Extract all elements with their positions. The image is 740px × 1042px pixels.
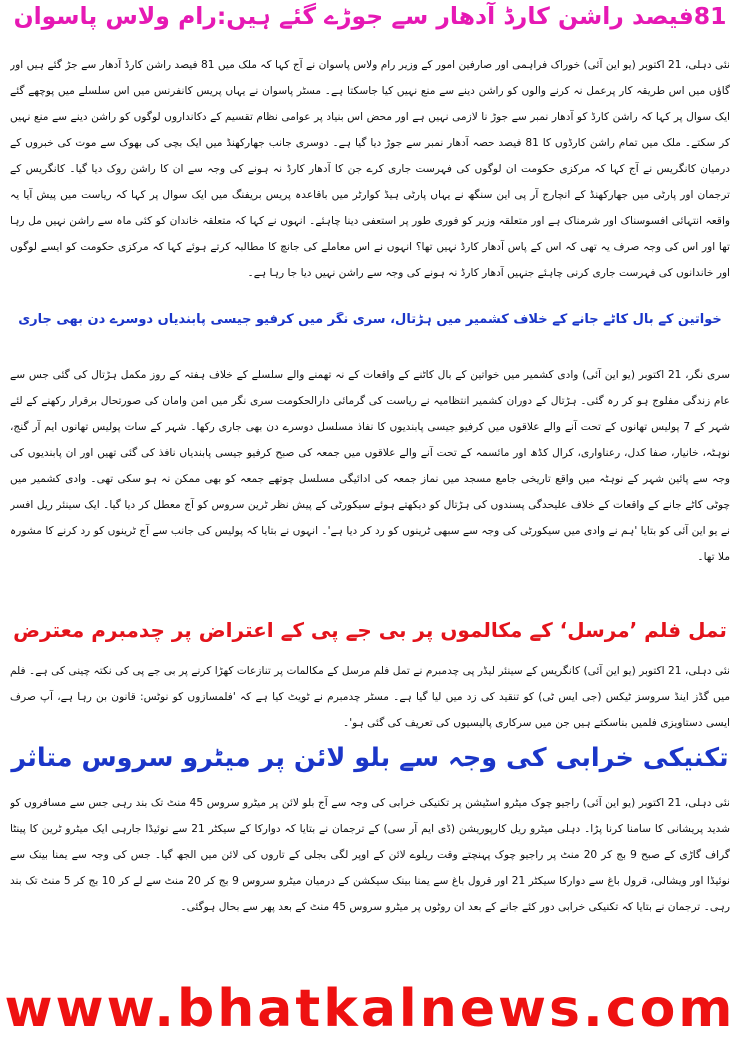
- headline-metro-blue-line: تکنیکی خرابی کی وجہ سے بلو لائن پر میٹرو سروس متاثر: [11, 743, 729, 773]
- headline-ration-card-aadhaar: 81فیصد راشن کارڈ آدھار سے جوڑے گئے ہیں:رام ولاس پاسوان: [13, 2, 727, 30]
- article-body-metro: نئی دہلی، 21 اکتوبر (یو این آئی) راجیو چوک میٹرو اسٹیشن پر تکنیکی خرابی کی وجہ سے آج بلو لائن پر میٹرو سروس 45 منٹ تک بند رہی جس سے مسافروں کو شدید پریشانی کا سامنا کرنا پڑا۔ دہلی میٹرو ریل کارپوریشن (ڈی ایم آر سی) کے ترجمان نے بتایا کہ دوارکا کے سیکٹر 21 سے نوئیڈا جارہی ایک میٹرو ٹرین کا پینٹا گراف گاڑی کے صبح 9 بج کر 20 منٹ پر راجیو چوک پہنچتے وقت ریلوے لائن کے اوپر لگی بجلی کے تاروں کی لائن میں الجھ گیا۔ جس کی وجہ سے یمنا بینک سے نوئیڈا اور ویشالی، قرول باغ سے دوارکا سیکٹر 21 اور قرول باغ سے یمنا بینک سیکشن کے درمیان میٹرو سروس 9 بج کر 20 منٹ سے لے کر 10 بج کر 5 منٹ تک بند رہی۔ ترجمان نے بتایا کہ تکنیکی خرابی دور کئے جانے کے بعد ان روٹوں پر میٹرو سروس 45 منٹ کے بعد پھر سے بحال ہوگئی۔: [10, 797, 730, 913]
- headline-kashmir-strike: خواتین کے بال کاٹے جانے کے خلاف کشمیر میں ہڑتال، سری نگر میں کرفیو جیسی پابندیاں دوسرے دن بھی جاری: [18, 312, 722, 327]
- footer-website-banner: www.bhatkalnews.com: [4, 979, 736, 1039]
- article-body-ration-card: نئی دہلی، 21 اکتوبر (یو این آئی) خوراک فراہمی اور صارفین امور کے وزیر رام ولاس پاسوان نے آج کہا کہ ملک میں 81 فیصد راشن کارڈ آدھار سے جڑ گئے ہیں اور گاؤں میں اس طریقہ کار پرعمل نہ کرنے والوں کو راشن دینے سے منع نہیں کیا جاسکتا ہے۔ مسٹر پاسوان نے یہاں پریس کانفرنس میں اس سلسلے میں پوچھے گئے ایک سوال پر کہا کہ راشن کارڈ کو آدھار نمبر سے جوڑ نا لازمی نہیں ہے اور محض اس بنیاد پر عوامی نظام تقسیم کے دکانداروں لوگوں کو راشن دینے سے منع نہیں کر سکتے۔ ملک میں تمام راشن کارڈوں کا 81 فیصد حصہ آدھار نمبر سے جوڑ دیا گیا ہے۔ دوسری جانب جھارکھنڈ میں ایک بچی کی بھوک سے موت کی خبروں کے درمیان کانگریس نے آج کہا کہ مرکزی حکومت ان لوگوں کی فہرست جاری کرے جن کا آدھار کارڈ نہ ہونے کی وجہ سے ان کا راشن روک دیا گیا۔ کانگریس کے ترجمان اور پارٹی میں جھارکھنڈ کے انچارج آر پی این سنگھ نے یہاں پارٹی ہیڈ کوارٹر میں باقاعدہ پریس بریفنگ میں ایک سوال پر کہا کہ ریاست میں پیش آیا یہ واقعہ انتہائی افسوسناک اور شرمناک ہے اور متعلقہ وزیر کو فوری طور پر استعفی دینا چاہئے۔ انہوں نے کہا کہ متعلقہ خاندان کو کئی ماہ سے راشن نہیں مل رہا تھا اور اس کی وجہ صرف یہ تھی کہ اس کے پاس آدھار کارڈ نہیں تھا؟ انہوں نے اس معاملے کی جانچ کا مطالبہ کرتے ہوئے کہا کہ مرکزی حکومت کو ایسے لوگوں اور خاندانوں کی فہرست جاری کرنی چاہئے جنہیں آدھار کارڈ نہ ہونے کی وجہ سے راشن نہیں دیا جا رہا ہے۔: [10, 59, 730, 279]
- headline-mersal-chidambaram: تمل فلم ’مرسل‘ کے مکالموں پر بی جے پی کے اعتراض پر چدمبرم معترض: [13, 618, 727, 642]
- article-body-kashmir-strike: سری نگر، 21 اکتوبر (یو این آئی) وادی کشمیر میں خواتین کے بال کاٹنے کے واقعات کے نہ تھمنے والے سلسلے کے خلاف ہفتہ کے روز مکمل ہڑتال کی گئی جس سے عام زندگی مفلوج ہو کر رہ گئی۔ ہڑتال کے دوران کشمیر انتظامیہ نے ریاست کی گرمائی دارالحکومت سری نگر میں امن وامان کی صورتحال برقرار رکھنے کے لئے شہر کے 7 پولیس تھانوں کے تحت آنے والے علاقوں میں کرفیو جیسی پابندیوں کا نفاذ مسلسل دوسرے دن بھی جاری رکھا۔ شہر کے سات پولیس تھانوں ایم آر گنج، نوہٹہ، خانیار، صفا کدل، رعناواری، کرال کڈھ اور مائسمہ کے تحت آنے والے علاقوں میں جمعہ کی صبح کرفیو جیسی پابندیاں نافذ کی گئی تھیں اور ان پابندیوں کی وجہ سے پائین شہر کے نوہٹہ میں واقع تاریخی جامع مسجد میں نماز جمعہ کی ادائیگی مسلسل چوتھے جمعہ کو بھی ممکن نہ ہو سکی تھی۔ وادی کشمیر میں چوٹی کاٹے جانے کے واقعات کے خلاف علیحدگی پسندوں کی ہڑتال کو دیکھتے ہوئے سیکورٹی کے پیش نظر ٹرین سروس کو آج معطل کر دیا گیا۔ ایک سینئر ریل افسر نے یو این آئی کو بتایا 'ہم نے وادی میں سیکورٹی کی وجہ سے سبھی ٹرینوں کو رد کر دیا ہے'۔ انہوں نے بتایا کہ پولیس کی جانب سے آج ٹرینوں کو رد کرنے کا مشورہ ملا تھا۔: [10, 369, 730, 563]
- article-body-mersal: نئی دہلی، 21 اکتوبر (یو این آئی) کانگریس کے سینئر لیڈر پی چدمبرم نے تمل فلم مرسل کے مکالمات پر تنازعات کھڑا کرنے پر بی جے پی کی نکتہ چینی کی ہے۔ فلم میں گڈز اینڈ سروسز ٹیکس (جی ایس ٹی) کو تنقید کی زد میں لیا گیا ہے۔ مسٹر چدمبرم نے ٹویٹ کیا ہے کہ 'فلمسازوں کو نوٹس: قانون بن رہا ہے، آپ صرف ایسی دستاویزی فلمیں بناسکتے ہیں جن میں سرکاری پالیسیوں کی تعریف کی گئی ہو'۔: [10, 665, 730, 729]
